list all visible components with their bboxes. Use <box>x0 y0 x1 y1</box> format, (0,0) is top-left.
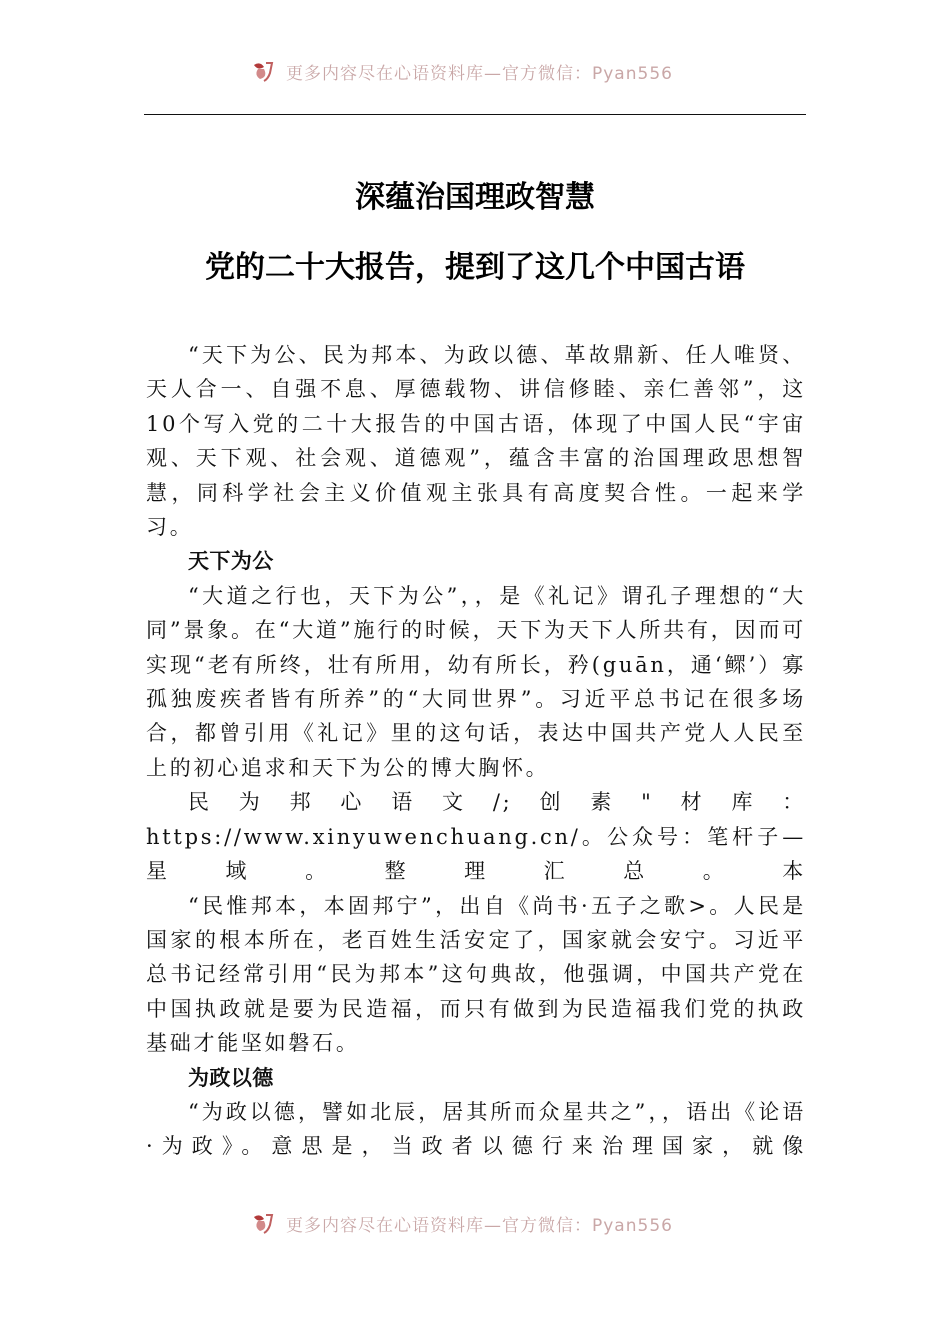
page-subtitle: 党的二十大报告，提到了这几个中国古语 <box>205 250 745 285</box>
paragraph-source-note: 民为邦心语文/;创素"材库：https://www.xinyuwenchuang.cn/。公众号：笔杆子—星域。整理汇总。本 <box>146 790 806 884</box>
watermark-text: 更多内容尽在心语资料库—官方微信：Pyan556 <box>286 1215 673 1236</box>
logo-icon <box>250 59 280 83</box>
section-heading: 为政以德 <box>188 1065 274 1090</box>
header-rule <box>144 114 806 115</box>
watermark-text: 更多内容尽在心语资料库—官方微信：Pyan556 <box>286 63 673 84</box>
watermark-bottom <box>250 1208 750 1238</box>
paragraph: “大道之行也，天下为公”，，是《礼记》谓孔子理想的“大同”景象。在“大道”施行的时候，天下为天下人所共有，因而可实现“老有所终，壮有所用，幼有所长，矜(guān，通‘鳏’）寡孤独废疾者皆有所养”的“大同世界”。习近平总书记在很多场合，都曾引用《礼记》里的这句话，表达中国共产党人人民至上的初心追求和天下为公的博大胸怀。 <box>146 583 806 780</box>
article-body <box>146 338 806 1164</box>
logo-icon <box>250 1211 280 1235</box>
paragraph: “民惟邦本，本固邦宁”，出自《尚书·五子之歌>。人民是国家的根本所在，老百姓生活安定了，国家就会安宁。习近平总书记经常引用“民为邦本”这句典故，他强调，中国共产党在中国执政就是要为民造福，而只有做到为民造福我们党的执政基础才能坚如磐石。 <box>146 893 806 1056</box>
paragraph: “为政以德，譬如北辰，居其所而众星共之”，，语出《论语·为政》。意思是，当政者以德行来治理国家，就像 <box>146 1099 806 1159</box>
page-title: 深蕴治国理政智慧 <box>355 180 595 215</box>
watermark-top <box>250 56 750 86</box>
paragraph-intro: “天下为公、民为邦本、为政以德、革故鼎新、任人唯贤、天人合一、自强不息、厚德载物、讲信修睦、亲仁善邻”，这10个写入党的二十大报告的中国古语，体现了中国人民“宇宙观、天下观、社会观、道德观”，蕴含丰富的治国理政思想智慧，同科学社会主义价值观主张具有高度契合性。一起来学习。 <box>146 343 806 540</box>
section-heading: 天下为公 <box>188 549 274 574</box>
